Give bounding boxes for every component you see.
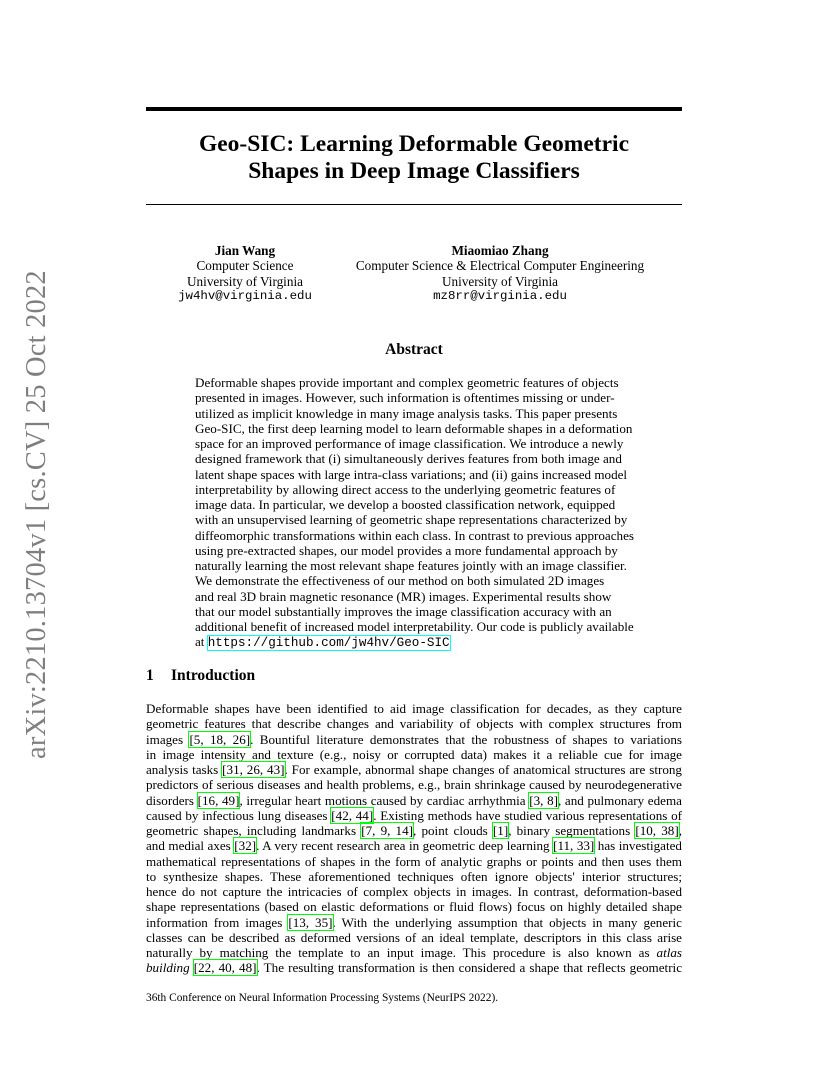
text-run: , irregular heart motions caused by cardiac arrhythmia: [239, 792, 530, 808]
author-department: Computer Science & Electrical Computer Engineering: [355, 258, 645, 274]
text-run: information from images: [146, 914, 289, 930]
intro-line: [146, 915, 682, 930]
text-run: ,: [678, 823, 682, 838]
citation-link[interactable]: [3, 8]: [529, 792, 558, 808]
abstract-heading: Abstract: [385, 341, 443, 358]
emphasis-text: building: [146, 960, 190, 976]
text-run: . With the underlying assumption that objects in many generic: [332, 914, 682, 930]
text-run: . A very recent research area in geometric deep learning: [256, 838, 554, 854]
text-run: , point clouds: [413, 823, 493, 838]
author-department: Computer Science: [196, 258, 294, 274]
abstract-line: space for an improved performance of image classification. We introduce a newly: [195, 436, 624, 451]
citation-link[interactable]: [1]: [492, 823, 509, 838]
title-line-2: Shapes in Deep Image Classifiers: [248, 158, 580, 184]
abstract-line: and real 3D brain magnetic resonance (MR) images. Experimental results show: [195, 588, 612, 604]
abstract-line: designed framework that (i) simultaneously derives features from both image and: [195, 451, 622, 467]
text-run: . For example, abnormal shape changes of anatomical structures are strong: [284, 762, 682, 777]
intro-line: [146, 732, 682, 747]
title-line-1: Geo-SIC: Learning Deformable Geometric: [198, 131, 630, 157]
abstract-line: with an unsupervised learning of geometric shape representations characterized by: [195, 512, 628, 528]
title-bottom-rule: [146, 204, 682, 205]
text-run: analysis tasks: [146, 762, 223, 777]
citation-link[interactable]: [7, 9, 14]: [361, 823, 414, 838]
code-url-link[interactable]: https://github.com/jw4hv/Geo-SIC: [207, 636, 450, 651]
text-run: geometric shapes, including landmarks: [146, 823, 362, 838]
citation-link[interactable]: [16, 49]: [197, 792, 240, 808]
intro-line: [146, 823, 682, 838]
abstract-line: image data. In particular, we develop a boosted classification network, equipped: [195, 497, 616, 512]
abstract-line: utilized as implicit knowledge in many image analysis tasks. This paper presents: [195, 405, 618, 421]
abstract-line: naturally learning the most relevant shape features jointly with an image classifier.: [195, 558, 627, 573]
intro-line: hence do not capture the intricacies of complex objects in images. In contrast, deformation-based: [146, 884, 682, 899]
section-number: 1: [146, 667, 154, 684]
intro-line: shape representations (based on elastic deformations or fluid flows) focus on highly detailed shape: [146, 899, 682, 915]
citation-link[interactable]: [13, 35]: [288, 914, 333, 930]
author-name: Jian Wang: [214, 243, 276, 258]
intro-line: in image intensity and texture (e.g., noisy or corrupted data) makes it a reliable cue for image: [146, 746, 682, 762]
intro-line: Deformable shapes have been identified to aid image classification for decades, as they capture: [146, 701, 682, 716]
emphasis-text: atlas: [656, 945, 682, 960]
abstract-line: We demonstrate the effectiveness of our method on both simulated 2D images: [195, 573, 605, 589]
abstract-body: [195, 375, 635, 652]
citation-link[interactable]: [22, 40, 48]: [193, 960, 257, 976]
title-top-rule: [146, 107, 682, 111]
abstract-line: Geo-SIC, the first deep learning model to learn deformable shapes in a deformation: [195, 420, 633, 436]
abstract-line: Deformable shapes provide important and complex geometric features of objects: [195, 375, 619, 390]
text-run: naturally by matching the template to an input image. This procedure is also known as: [146, 945, 657, 960]
citation-link[interactable]: [11, 33]: [553, 838, 595, 854]
intro-line: [146, 762, 682, 777]
intro-line: classes can be described as deformed versions of an ideal template, descriptors in this class arise: [146, 929, 682, 945]
intro-line: [146, 838, 682, 853]
abstract-line: additional benefit of increased model interpretability. Our code is publicly available: [195, 619, 634, 634]
conference-footnote: 36th Conference on Neural Information Processing Systems (NeurIPS 2022).: [146, 992, 499, 1004]
text-run: has investigated: [594, 838, 682, 854]
citation-link[interactable]: [42, 44]: [331, 807, 374, 823]
introduction-body: [146, 701, 682, 976]
abstract-line: presented in images. However, such information is oftentimes missing or under-: [195, 390, 615, 406]
section-heading-introduction: [146, 667, 255, 685]
citation-link[interactable]: [31, 26, 43]: [222, 762, 285, 777]
intro-line: [146, 808, 682, 823]
arxiv-identifier-stamp: arXiv:2210.13704v1 [cs.CV] 25 Oct 2022: [21, 270, 52, 759]
abstract-line: interpretability by allowing direct access to the underlying geometric features of: [195, 481, 616, 497]
abstract-line: that our model substantially improves the image classification accuracy with an: [195, 603, 612, 619]
author-block-1: [150, 243, 340, 304]
citation-link[interactable]: [10, 38]: [635, 823, 679, 838]
abstract-line: latent shape spaces with large intra-class variations; and (ii) gains increased model: [195, 466, 628, 482]
citation-link[interactable]: [32]: [234, 838, 257, 854]
intro-line: predictors of serious diseases and health problems, e.g., brain shrinkage caused by neurodegenerative: [146, 777, 682, 793]
author-email[interactable]: jw4hv@virginia.edu: [178, 288, 312, 303]
text-run: . The resulting transformation is then considered a shape that reflects geometric: [256, 960, 682, 976]
author-name: Miaomiao Zhang: [451, 243, 549, 258]
intro-line: [146, 793, 682, 808]
intro-line: [146, 945, 682, 960]
intro-line: mathematical representations of shapes in the form of analytic graphs or points and then uses them: [146, 853, 682, 869]
section-title: Introduction: [171, 667, 256, 684]
abstract-line: diffeomorphic transformations within each class. In contrast to previous approaches: [195, 527, 634, 543]
text-run: , binary segmentations: [508, 823, 636, 838]
author-block-2: [344, 243, 656, 304]
citation-link[interactable]: [5, 18, 26]: [189, 731, 251, 747]
text-run: images: [146, 731, 190, 747]
intro-line: geometric features that describe changes and variability of objects with complex structures from: [146, 716, 682, 732]
abstract-line: using pre-extracted shapes, our model provides a more fundamental approach by: [195, 542, 618, 558]
text-run: and medial axes: [146, 838, 235, 854]
author-email[interactable]: mz8rr@virginia.edu: [433, 288, 567, 303]
author-affiliation: University of Virginia: [187, 273, 303, 289]
text-run: disorders: [146, 792, 198, 808]
text-run: caused by infectious lung diseases: [146, 807, 332, 823]
text-run: , and pulmonary edema: [557, 792, 682, 808]
intro-line: to synthesize shapes. These aforementioned techniques often ignore objects' interior structures;: [146, 868, 682, 884]
author-affiliation: University of Virginia: [442, 273, 558, 289]
text-run: . Existing methods have studied various representations of: [373, 807, 682, 823]
intro-line: [146, 960, 682, 975]
text-run: . Bountiful literature demonstrates that the robustness of shapes to variations: [250, 731, 682, 747]
paper-title: [146, 131, 682, 185]
abstract-last-prefix: at: [195, 634, 208, 650]
abstract-last-line: [195, 634, 635, 651]
